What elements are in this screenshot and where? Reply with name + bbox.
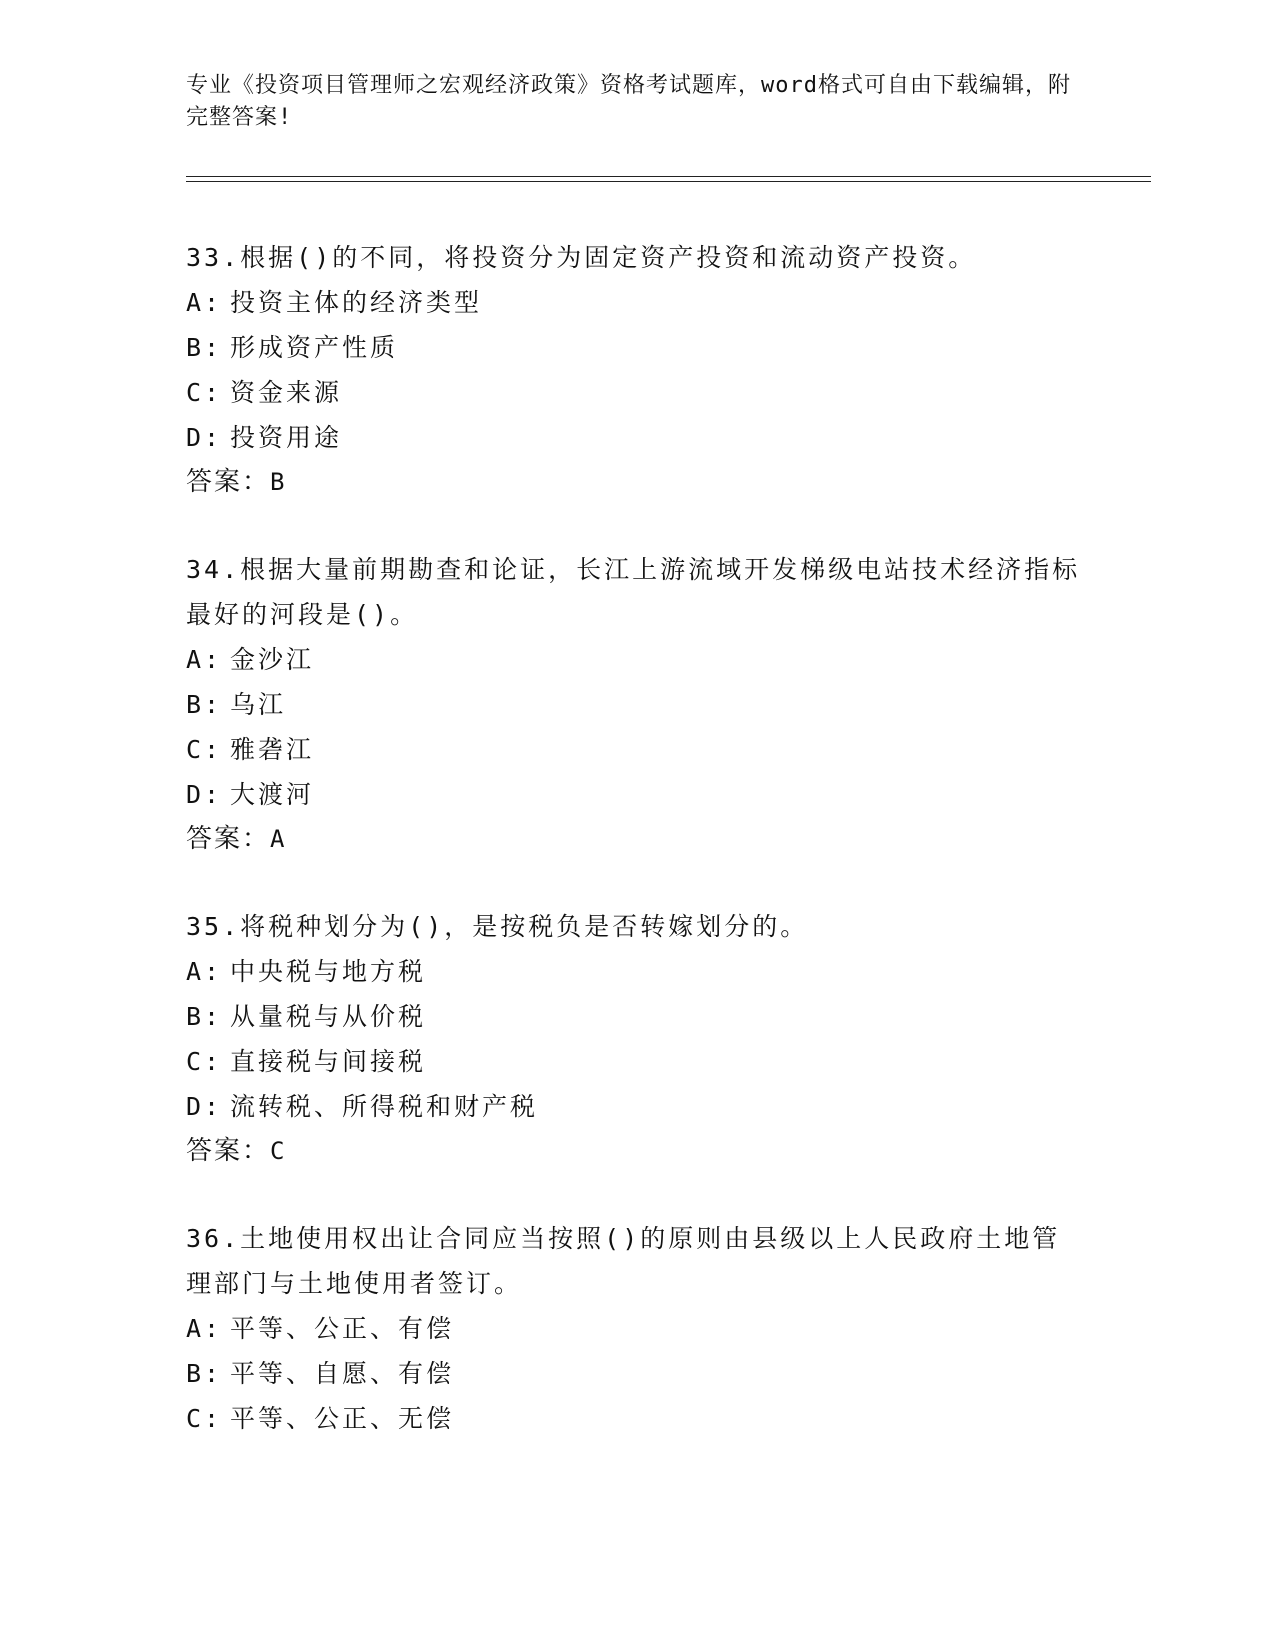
- question-36: [186, 1216, 1086, 1441]
- option-b: [186, 1351, 1086, 1396]
- option-text: 中央税与地方税: [230, 957, 427, 986]
- option-d: [186, 415, 1086, 460]
- answer-value: C: [270, 1137, 287, 1165]
- option-b: [186, 994, 1086, 1039]
- option-c: [186, 1039, 1086, 1084]
- option-text: 从量税与从价税: [230, 1002, 427, 1031]
- header-rule-bottom: [186, 181, 1151, 182]
- option-text: 雅砻江: [230, 735, 315, 764]
- answer-label: 答案：: [186, 1136, 271, 1166]
- answer-label: 答案：: [186, 467, 271, 497]
- question-stem: 35.将税种划分为()，是按税负是否转嫁划分的。: [186, 912, 809, 941]
- option-key: D:: [186, 780, 223, 809]
- option-key: D:: [186, 1092, 223, 1121]
- option-key: C:: [186, 735, 223, 764]
- option-a: [186, 1306, 1086, 1351]
- option-text: 乌江: [230, 690, 287, 719]
- option-key: B:: [186, 1359, 223, 1388]
- option-a: [186, 280, 1086, 325]
- question-34: [186, 547, 1086, 862]
- option-b: [186, 325, 1086, 370]
- option-text: 流转税、所得税和财产税: [230, 1092, 539, 1121]
- option-text: 投资主体的经济类型: [230, 288, 483, 317]
- option-c: [186, 1396, 1086, 1441]
- option-a: [186, 637, 1086, 682]
- option-key: A:: [186, 645, 223, 674]
- option-text: 投资用途: [230, 423, 343, 452]
- option-d: [186, 772, 1086, 817]
- question-33: [186, 235, 1086, 505]
- answer-line: [186, 460, 1086, 505]
- option-key: B:: [186, 690, 223, 719]
- option-key: A:: [186, 1314, 223, 1343]
- option-c: [186, 370, 1086, 415]
- option-text: 平等、自愿、有偿: [230, 1359, 455, 1388]
- option-key: C:: [186, 378, 223, 407]
- option-text: 金沙江: [230, 645, 315, 674]
- answer-line: [186, 1129, 1086, 1174]
- option-key: C:: [186, 1047, 223, 1076]
- question-list: [186, 235, 1086, 1483]
- option-key: B:: [186, 333, 223, 362]
- option-text: 平等、公正、有偿: [230, 1314, 455, 1343]
- option-key: A:: [186, 288, 223, 317]
- question-35: [186, 904, 1086, 1174]
- option-text: 形成资产性质: [230, 333, 399, 362]
- option-text: 大渡河: [230, 780, 315, 809]
- option-b: [186, 682, 1086, 727]
- option-a: [186, 949, 1086, 994]
- question-stem: 36.土地使用权出让合同应当按照()的原则由县级以上人民政府土地管理部门与土地使用者签订。: [186, 1224, 1061, 1298]
- option-key: D:: [186, 423, 223, 452]
- document-header: 专业《投资项目管理师之宏观经济政策》资格考试题库，word格式可自由下载编辑，附完整答案!: [186, 73, 1071, 130]
- option-text: 资金来源: [230, 378, 343, 407]
- option-text: 平等、公正、无偿: [230, 1404, 455, 1433]
- option-key: C:: [186, 1404, 223, 1433]
- answer-line: [186, 817, 1086, 862]
- option-text: 直接税与间接税: [230, 1047, 427, 1076]
- answer-value: A: [270, 825, 287, 853]
- option-d: [186, 1084, 1086, 1129]
- answer-value: B: [270, 468, 287, 496]
- answer-label: 答案：: [186, 824, 271, 854]
- question-stem: 34.根据大量前期勘查和论证，长江上游流域开发梯级电站技术经济指标最好的河段是()。: [186, 555, 1081, 629]
- question-stem: 33.根据()的不同，将投资分为固定资产投资和流动资产投资。: [186, 243, 977, 272]
- option-key: A:: [186, 957, 223, 986]
- header-rule-top: [186, 176, 1151, 177]
- option-key: B:: [186, 1002, 223, 1031]
- option-c: [186, 727, 1086, 772]
